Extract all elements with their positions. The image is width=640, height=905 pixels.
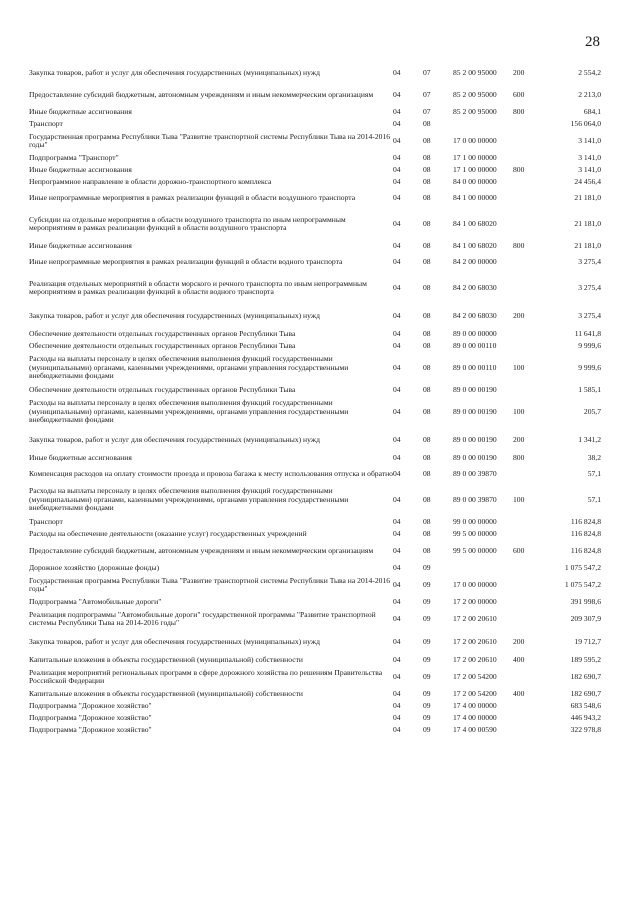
- row-target-article: 84 1 00 68020: [453, 240, 497, 250]
- row-expense-type: 600: [513, 545, 525, 555]
- row-target-article: 84 1 00 00000: [453, 192, 497, 202]
- row-section: 04: [393, 310, 401, 320]
- row-section: 04: [393, 118, 401, 128]
- row-expense-type: [513, 272, 549, 304]
- row-subsection: 08: [423, 328, 431, 338]
- row-name: Реализация мероприятий региональных программ в сфере дорожного хозяйства по решениям Правительства Российской Федерации: [29, 667, 383, 685]
- row-name: Расходы на выплаты персоналу в целях обеспечения выполнения функций государственными (муниципальными) органами, казенными учреждениями, органами управления государственными внебюджетными фондами: [29, 486, 349, 513]
- row-amount: 391 998,6: [570, 596, 601, 606]
- row-amount: 2 213,0: [578, 89, 601, 99]
- row-name: Транспорт: [29, 516, 63, 526]
- table-row: [29, 562, 601, 574]
- row-amount: 21 181,0: [574, 218, 601, 228]
- row-expense-type: [513, 340, 549, 352]
- row-amount: 38,2: [587, 452, 601, 462]
- row-amount: 21 181,0: [574, 240, 601, 250]
- row-subsection: 09: [423, 688, 431, 698]
- row-name: Предоставление субсидий бюджетным, автономным учреждениям и иным некоммерческим организациям: [29, 89, 374, 99]
- row-subsection: 08: [423, 152, 431, 162]
- row-subsection: 08: [423, 340, 431, 350]
- table-row: [29, 272, 601, 304]
- row-subsection: 08: [423, 282, 431, 292]
- table-row: [29, 428, 601, 452]
- row-name: Подпрограмма "Дорожное хозяйство": [29, 712, 152, 722]
- row-section: 04: [393, 494, 401, 504]
- row-subsection: 08: [423, 516, 431, 526]
- row-target-article: 89 0 00 00190: [453, 384, 497, 394]
- row-target-article: 89 0 00 39870: [453, 468, 497, 478]
- row-target-article: 17 0 00 00000: [453, 135, 497, 145]
- row-amount: 9 999,6: [578, 340, 601, 350]
- table-row: [29, 208, 601, 240]
- row-subsection: 08: [423, 164, 431, 174]
- table-row: [29, 596, 601, 608]
- table-row: [29, 452, 601, 464]
- row-section: 04: [393, 712, 401, 722]
- row-amount: 9 999,6: [578, 362, 601, 372]
- row-name: Обеспечение деятельности отдельных государственных органов Республики Тыва: [29, 384, 296, 394]
- row-target-article: 17 4 00 00000: [453, 712, 497, 722]
- row-expense-type: 200: [513, 310, 525, 320]
- row-section: 04: [393, 636, 401, 646]
- row-expense-type: 600: [513, 89, 525, 99]
- row-expense-type: [513, 208, 549, 240]
- row-expense-type: [513, 516, 549, 528]
- row-expense-type: 200: [513, 636, 525, 646]
- row-expense-type: [513, 596, 549, 608]
- table-row: [29, 340, 601, 352]
- row-subsection: 08: [423, 135, 431, 145]
- budget-table: [29, 62, 601, 736]
- row-amount: 11 641,8: [574, 328, 601, 338]
- row-section: 04: [393, 596, 401, 606]
- row-expense-type: [513, 464, 549, 484]
- row-expense-type: [513, 700, 549, 712]
- row-amount: 19 712,7: [574, 636, 601, 646]
- table-row: [29, 630, 601, 654]
- row-section: 04: [393, 671, 401, 681]
- row-amount: 209 307,9: [570, 613, 601, 623]
- table-row: [29, 240, 601, 252]
- row-target-article: 17 2 00 54200: [453, 671, 497, 681]
- row-subsection: 08: [423, 240, 431, 250]
- row-subsection: 09: [423, 596, 431, 606]
- row-name: Иные непрограммные мероприятия в рамках реализации функций в области водного транспорта: [29, 256, 343, 266]
- row-amount: 21 181,0: [574, 192, 601, 202]
- row-subsection: 08: [423, 384, 431, 394]
- row-section: 04: [393, 452, 401, 462]
- row-name: Иные бюджетные ассигнования: [29, 106, 132, 116]
- row-subsection: 09: [423, 636, 431, 646]
- row-target-article: 17 1 00 00000: [453, 152, 497, 162]
- table-row: [29, 328, 601, 340]
- row-name: Расходы на обеспечение деятельности (оказание услуг) государственных учреждений: [29, 528, 307, 538]
- row-name: Расходы на выплаты персоналу в целях обеспечения выполнения функций государственными (муниципальными) органами, казенными учреждениями, органами управления государственными внебюджетными фондами: [29, 398, 349, 425]
- row-target-article: 85 2 00 95000: [453, 89, 497, 99]
- row-amount: 156 064,0: [570, 118, 601, 128]
- row-section: 04: [393, 256, 401, 266]
- row-name: Обеспечение деятельности отдельных государственных органов Республики Тыва: [29, 328, 296, 338]
- row-amount: 116 824,8: [570, 545, 601, 555]
- table-row: [29, 540, 601, 562]
- table-row: [29, 164, 601, 176]
- row-amount: 683 548,6: [570, 700, 601, 710]
- row-subsection: 08: [423, 468, 431, 478]
- row-name: Закупка товаров, работ и услуг для обеспечения государственных (муниципальных) нужд: [29, 310, 320, 320]
- row-target-article: 17 2 00 00000: [453, 596, 497, 606]
- table-row: [29, 84, 601, 106]
- table-row: [29, 688, 601, 700]
- row-section: 04: [393, 135, 401, 145]
- row-target-article: 17 2 00 20610: [453, 636, 497, 646]
- row-expense-type: 100: [513, 406, 525, 416]
- row-amount: 182 690,7: [570, 688, 601, 698]
- row-subsection: 09: [423, 654, 431, 664]
- row-expense-type: [513, 384, 549, 396]
- table-row: [29, 304, 601, 328]
- row-section: 04: [393, 384, 401, 394]
- row-expense-type: 100: [513, 362, 525, 372]
- row-amount: 1 341,2: [578, 434, 601, 444]
- row-subsection: 07: [423, 67, 431, 77]
- row-target-article: 99 0 00 00000: [453, 516, 497, 526]
- row-expense-type: 800: [513, 106, 525, 116]
- row-name: Закупка товаров, работ и услуг для обеспечения государственных (муниципальных) нужд: [29, 636, 320, 646]
- row-amount: 322 978,8: [570, 724, 601, 734]
- table-row: [29, 384, 601, 396]
- row-amount: 3 141,0: [578, 164, 601, 174]
- row-subsection: 08: [423, 528, 431, 538]
- row-name: Подпрограмма "Дорожное хозяйство": [29, 724, 152, 734]
- page-number: 28: [585, 34, 600, 50]
- row-name: Капитальные вложения в объекты государственной (муниципальной) собственности: [29, 654, 303, 664]
- row-section: 04: [393, 106, 401, 116]
- row-section: 04: [393, 152, 401, 162]
- row-target-article: 84 1 00 68020: [453, 218, 497, 228]
- row-target-article: 89 0 00 00190: [453, 452, 497, 462]
- row-amount: 1 075 547,2: [564, 562, 601, 572]
- table-row: [29, 654, 601, 666]
- row-expense-type: 800: [513, 452, 525, 462]
- row-target-article: 17 1 00 00000: [453, 164, 497, 174]
- row-expense-type: [513, 574, 549, 596]
- row-section: 04: [393, 282, 401, 292]
- row-subsection: 08: [423, 310, 431, 320]
- row-amount: 116 824,8: [570, 528, 601, 538]
- row-subsection: 08: [423, 452, 431, 462]
- row-target-article: 99 5 00 00000: [453, 528, 497, 538]
- row-amount: 446 943,2: [570, 712, 601, 722]
- row-section: 04: [393, 434, 401, 444]
- row-section: 04: [393, 516, 401, 526]
- table-row: [29, 130, 601, 152]
- row-subsection: 08: [423, 406, 431, 416]
- row-target-article: 89 0 00 00000: [453, 328, 497, 338]
- budget-table-body: [29, 62, 601, 736]
- row-section: 04: [393, 406, 401, 416]
- row-section: 04: [393, 562, 401, 572]
- row-target-article: 17 0 00 00000: [453, 579, 497, 589]
- table-row: [29, 700, 601, 712]
- row-name: Иные бюджетные ассигнования: [29, 452, 132, 462]
- row-expense-type: [513, 562, 549, 574]
- table-row: [29, 484, 601, 516]
- row-target-article: [453, 118, 513, 130]
- row-name: Государственная программа Республики Тыва "Развитие транспортной системы Республики Тыва на 2014-2016 годы": [29, 131, 391, 149]
- row-target-article: 89 0 00 39870: [453, 494, 497, 504]
- row-target-article: 17 2 00 20610: [453, 654, 497, 664]
- table-row: [29, 574, 601, 596]
- row-name: Закупка товаров, работ и услуг для обеспечения государственных (муниципальных) нужд: [29, 67, 320, 77]
- row-name: Иные бюджетные ассигнования: [29, 164, 132, 174]
- row-subsection: 08: [423, 256, 431, 266]
- row-section: 04: [393, 654, 401, 664]
- row-target-article: 17 4 00 00590: [453, 724, 497, 734]
- row-subsection: 09: [423, 700, 431, 710]
- table-row: [29, 516, 601, 528]
- row-target-article: 89 0 00 00110: [453, 340, 497, 350]
- row-name: Расходы на выплаты персоналу в целях обеспечения выполнения функций государственными (муниципальными) органами, казенными учреждениями, органами управления государственными внебюджетными фондами: [29, 354, 349, 381]
- row-expense-type: [513, 118, 549, 130]
- row-section: 04: [393, 240, 401, 250]
- table-row: [29, 118, 601, 130]
- row-amount: 2 554,2: [578, 67, 601, 77]
- row-subsection: 09: [423, 613, 431, 623]
- table-row: [29, 352, 601, 384]
- row-target-article: 84 0 00 00000: [453, 176, 497, 186]
- row-expense-type: [513, 328, 549, 340]
- row-amount: 24 456,4: [574, 176, 601, 186]
- table-row: [29, 252, 601, 272]
- row-expense-type: 100: [513, 494, 525, 504]
- table-row: [29, 724, 601, 736]
- row-subsection: 08: [423, 545, 431, 555]
- row-name: Подпрограмма "Автомобильные дороги": [29, 596, 162, 606]
- row-section: 04: [393, 192, 401, 202]
- row-expense-type: 400: [513, 654, 525, 664]
- row-subsection: 07: [423, 89, 431, 99]
- table-row: [29, 464, 601, 484]
- table-row: [29, 106, 601, 118]
- row-expense-type: [513, 666, 549, 688]
- row-target-article: [453, 562, 513, 574]
- row-amount: 3 275,4: [578, 282, 601, 292]
- row-target-article: 17 2 00 20610: [453, 613, 497, 623]
- row-amount: 1 075 547,2: [564, 579, 601, 589]
- row-expense-type: [513, 252, 549, 272]
- row-section: 04: [393, 176, 401, 186]
- row-expense-type: 400: [513, 688, 525, 698]
- row-name: Иные непрограммные мероприятия в рамках реализации функций в области воздушного транспорта: [29, 192, 356, 202]
- row-section: 04: [393, 613, 401, 623]
- row-expense-type: [513, 188, 549, 208]
- row-subsection: 08: [423, 434, 431, 444]
- row-section: 04: [393, 468, 401, 478]
- row-section: 04: [393, 700, 401, 710]
- row-name: Субсидии на отдельные мероприятия в области воздушного транспорта по иным непрограммным мероприятиям в рамках реализации функций в области воздушного транспорта: [29, 214, 346, 232]
- row-amount: 205,7: [583, 406, 601, 416]
- row-section: 04: [393, 164, 401, 174]
- row-expense-type: 200: [513, 434, 525, 444]
- table-row: [29, 152, 601, 164]
- row-amount: 57,1: [587, 494, 601, 504]
- row-amount: 3 141,0: [578, 152, 601, 162]
- row-section: 04: [393, 362, 401, 372]
- row-target-article: 89 0 00 00110: [453, 362, 497, 372]
- row-name: Реализация подпрограммы "Автомобильные дороги" государственной программы "Развитие транспортной системы Республики Тыва на 2014-2016 годы": [29, 609, 376, 627]
- row-amount: 116 824,8: [570, 516, 601, 526]
- row-expense-type: [513, 712, 549, 724]
- row-target-article: 89 0 00 00190: [453, 434, 497, 444]
- row-name: Подпрограмма "Транспорт": [29, 152, 119, 162]
- row-name: Предоставление субсидий бюджетным, автономным учреждениям и иным некоммерческим организациям: [29, 545, 374, 555]
- row-amount: 3 141,0: [578, 135, 601, 145]
- row-target-article: 89 0 00 00190: [453, 406, 497, 416]
- row-name: Обеспечение деятельности отдельных государственных органов Республики Тыва: [29, 340, 296, 350]
- row-section: 04: [393, 724, 401, 734]
- row-expense-type: [513, 608, 549, 630]
- row-expense-type: [513, 130, 549, 152]
- row-expense-type: 800: [513, 240, 525, 250]
- row-subsection: 08: [423, 176, 431, 186]
- row-subsection: 08: [423, 118, 431, 128]
- table-row: [29, 712, 601, 724]
- row-section: 04: [393, 328, 401, 338]
- row-target-article: 85 2 00 95000: [453, 67, 497, 77]
- row-amount: 57,1: [587, 468, 601, 478]
- row-target-article: 84 2 00 68030: [453, 310, 497, 320]
- row-amount: 189 595,2: [570, 654, 601, 664]
- row-name: Иные бюджетные ассигнования: [29, 240, 132, 250]
- row-name: Компенсация расходов на оплату стоимости проезда и провоза багажа к месту использования отпуска и обратно: [29, 468, 393, 478]
- row-subsection: 08: [423, 218, 431, 228]
- row-name: Закупка товаров, работ и услуг для обеспечения государственных (муниципальных) нужд: [29, 434, 320, 444]
- row-target-article: 99 5 00 00000: [453, 545, 497, 555]
- row-section: 04: [393, 67, 401, 77]
- row-subsection: 09: [423, 562, 431, 572]
- row-subsection: 08: [423, 362, 431, 372]
- row-target-article: 85 2 00 95000: [453, 106, 497, 116]
- row-amount: 3 275,4: [578, 256, 601, 266]
- row-name: Реализация отдельных мероприятий в области морского и речного транспорта по иным непрограммным мероприятиям в рамках реализации функций в области водного транспорта: [29, 278, 367, 296]
- table-row: [29, 666, 601, 688]
- row-name: Подпрограмма "Дорожное хозяйство": [29, 700, 152, 710]
- table-row: [29, 176, 601, 188]
- row-section: 04: [393, 688, 401, 698]
- row-amount: 182 690,7: [570, 671, 601, 681]
- row-section: 04: [393, 89, 401, 99]
- row-section: 04: [393, 340, 401, 350]
- row-target-article: 17 4 00 00000: [453, 700, 497, 710]
- row-section: 04: [393, 528, 401, 538]
- row-subsection: 09: [423, 712, 431, 722]
- row-name: Непрограммное направление в области дорожно-транспортного комплекса: [29, 176, 272, 186]
- row-expense-type: [513, 152, 549, 164]
- row-amount: 684,1: [583, 106, 601, 116]
- table-row: [29, 62, 601, 84]
- row-name: Дорожное хозяйство (дорожные фонды): [29, 562, 160, 572]
- table-row: [29, 608, 601, 630]
- row-section: 04: [393, 545, 401, 555]
- row-target-article: 17 2 00 54200: [453, 688, 497, 698]
- row-expense-type: [513, 724, 549, 736]
- row-subsection: 09: [423, 724, 431, 734]
- row-expense-type: [513, 528, 549, 540]
- table-row: [29, 188, 601, 208]
- row-section: 04: [393, 218, 401, 228]
- row-name: Государственная программа Республики Тыва "Развитие транспортной системы Республики Тыва на 2014-2016 годы": [29, 575, 391, 593]
- row-amount: 1 585,1: [578, 384, 601, 394]
- row-target-article: 84 2 00 00000: [453, 256, 497, 266]
- row-subsection: 09: [423, 671, 431, 681]
- row-section: 04: [393, 579, 401, 589]
- row-subsection: 09: [423, 579, 431, 589]
- row-subsection: 07: [423, 106, 431, 116]
- table-row: [29, 528, 601, 540]
- table-row: [29, 396, 601, 428]
- row-subsection: 08: [423, 494, 431, 504]
- row-expense-type: 800: [513, 164, 525, 174]
- row-name: Транспорт: [29, 118, 63, 128]
- row-expense-type: 200: [513, 67, 525, 77]
- row-expense-type: [513, 176, 549, 188]
- row-subsection: 08: [423, 192, 431, 202]
- row-target-article: 84 2 00 68030: [453, 282, 497, 292]
- row-amount: 3 275,4: [578, 310, 601, 320]
- row-name: Капитальные вложения в объекты государственной (муниципальной) собственности: [29, 688, 303, 698]
